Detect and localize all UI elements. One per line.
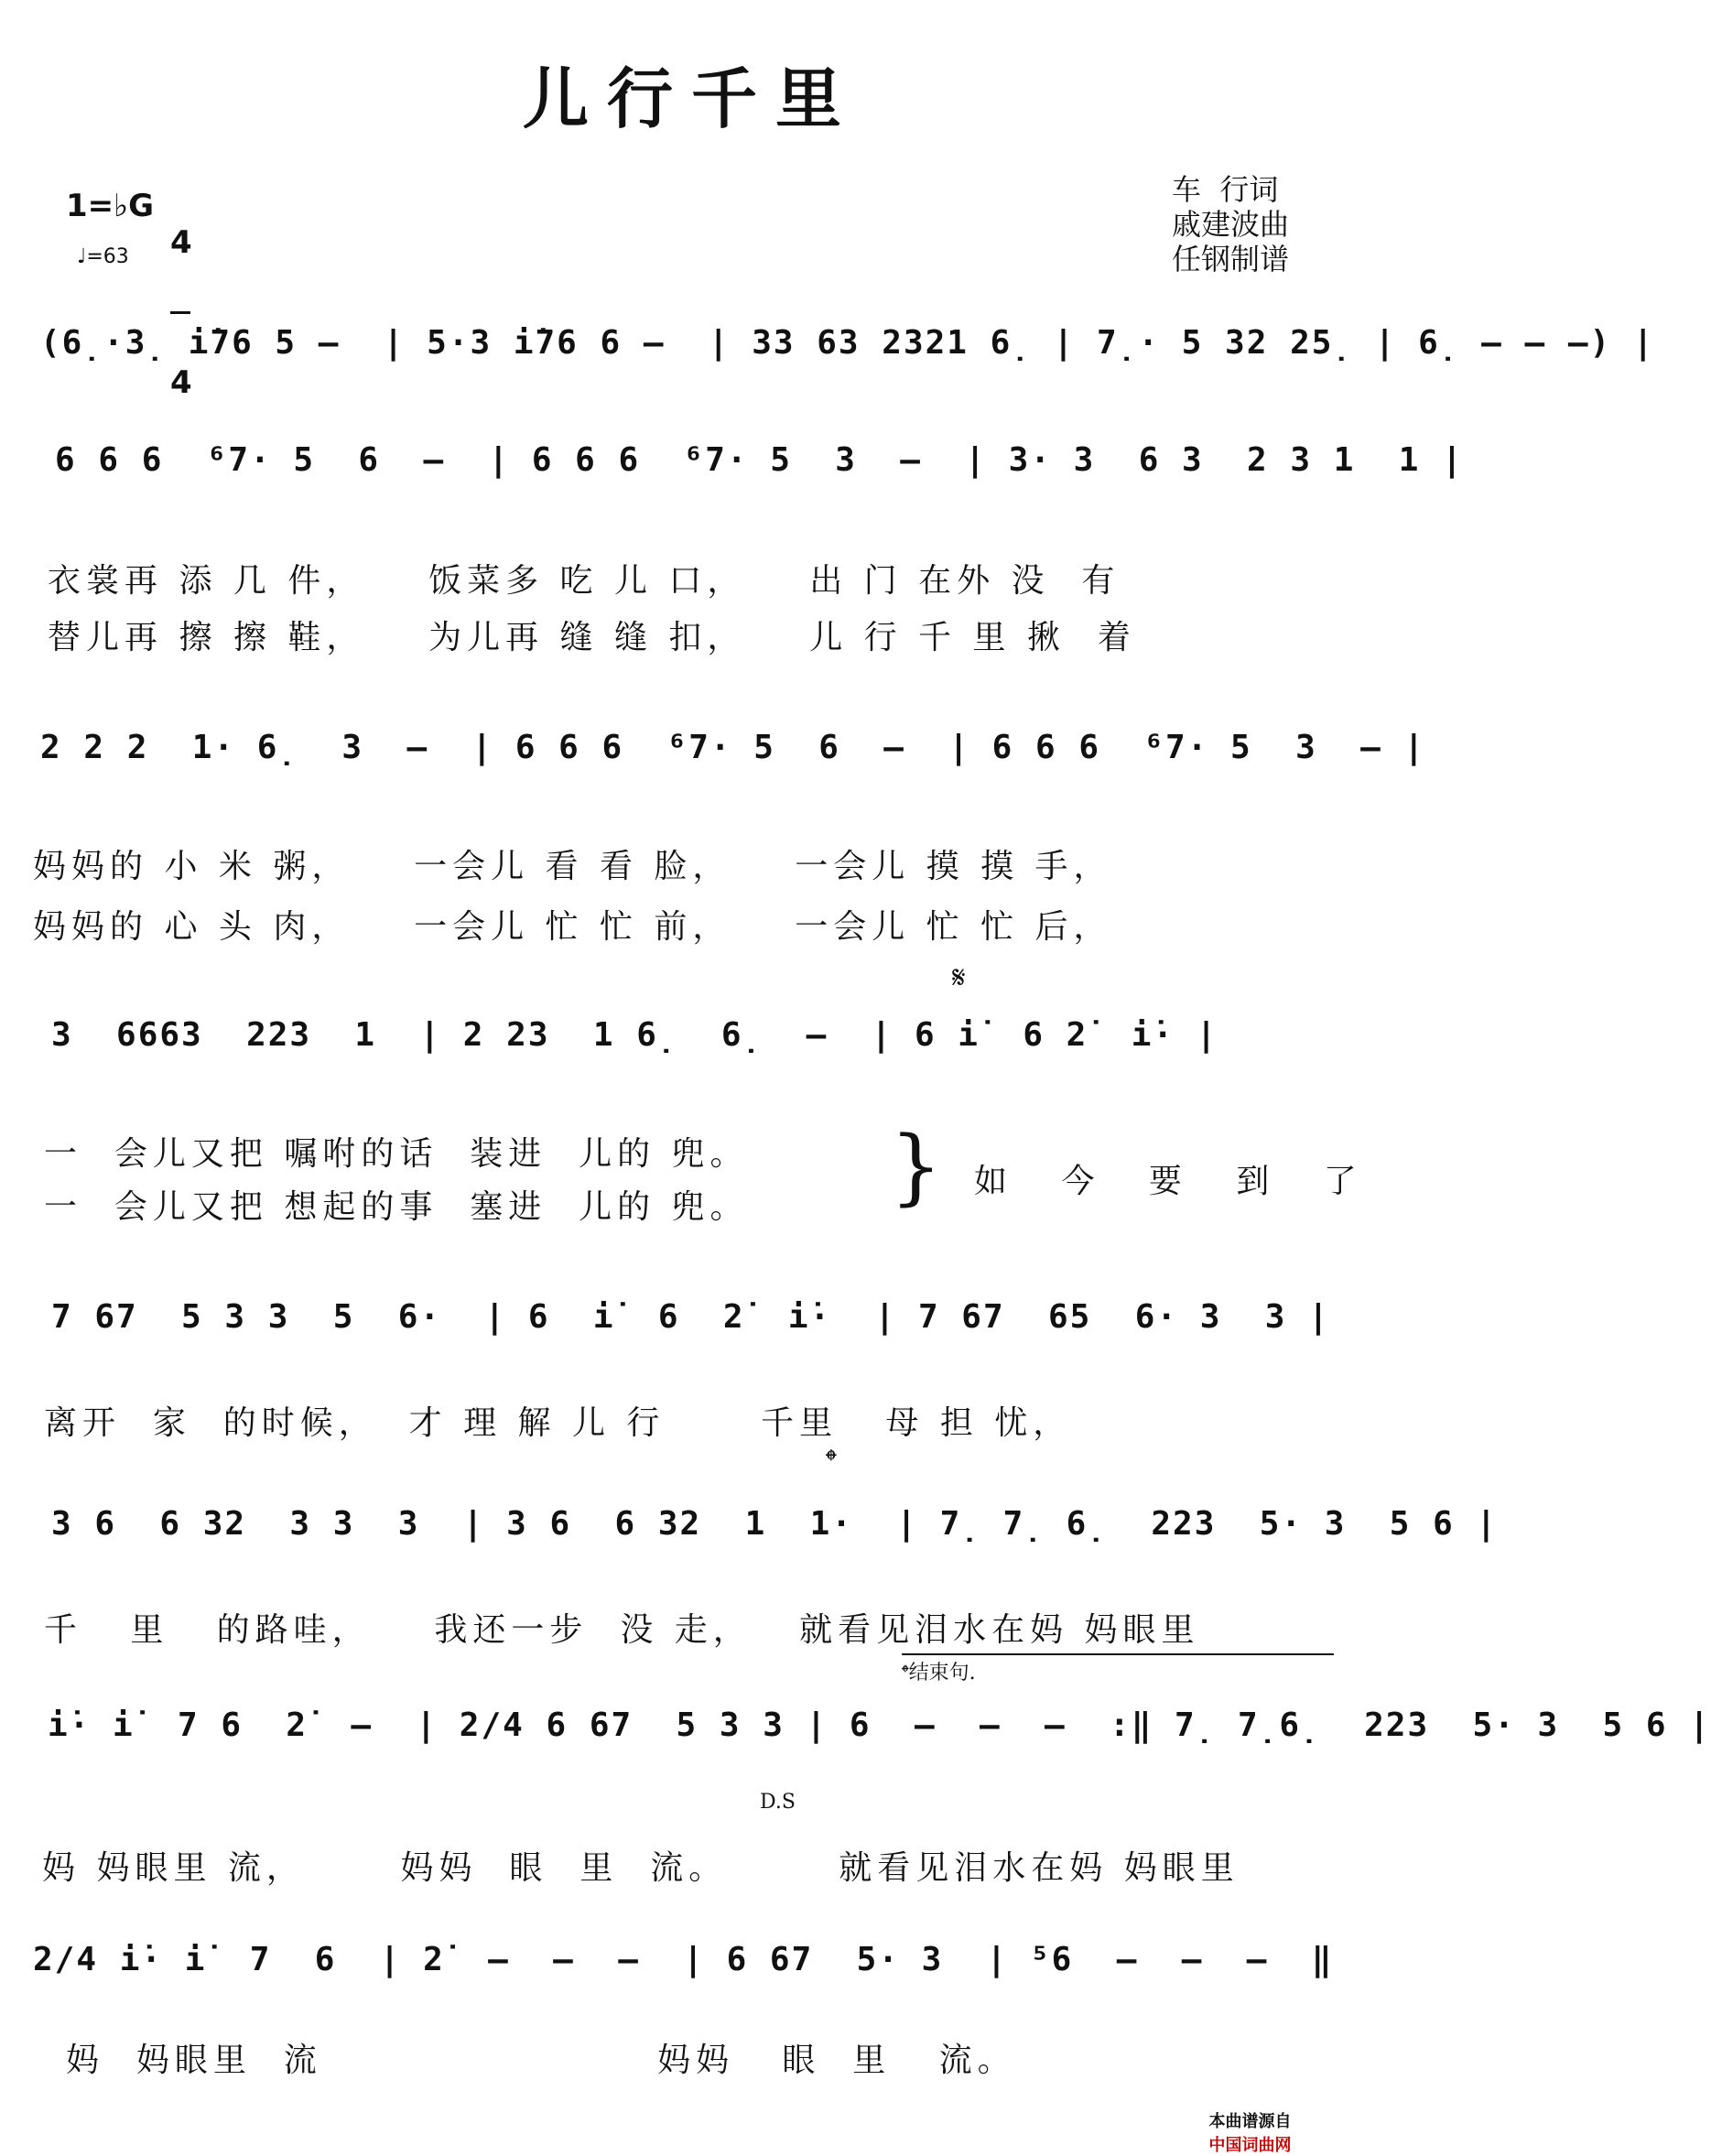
notation-line-5: 7 67 5 3 3 5 6· | 6 i̇ 6 2̇ i̇· | 7 67 65 6· 3 3 |: [51, 1298, 1330, 1336]
time-signature-top: 4: [170, 224, 192, 261]
notation-line-4: 3 6663 223 1 | 2 23 1 6̣ 6̣ – | 6 i̇ 6 2̇ i̇· |: [51, 1016, 1218, 1054]
lyric-line-7: 妈 妈眼里 流， 妈妈 眼 里 流。 就看见泪水在妈 妈眼里: [42, 1849, 1240, 1887]
lyric-brace: }: [890, 1119, 943, 1215]
notation-line-7: i̇· i̇ 7 6 2̇ – | 2/4 6 67 5 3 3 | 6 – – – :‖ 7̣ 7̣6̣ 223 5· 3 5 6 |: [48, 1706, 1711, 1744]
notation-line-6: 3 6 6 32 3 3 3 | 3 6 6 32 1 1· | 7̣ 7̣ 6̣ 223 5· 3 5 6 |: [51, 1505, 1499, 1543]
notation-line-1: (6̣·3̣ i̇76 5 – | 5·3 i̇76 6 – | 33 63 2321 6̣ | 7̣· 5 32 25̣ | 6̣ – – –) |: [40, 324, 1655, 362]
lyric-side: 如 今 要 到 了: [974, 1163, 1379, 1200]
lyric-line-4a: 一 会儿又把 嘱咐的话 装进 儿的 兜。: [44, 1135, 749, 1173]
notation-line-8: 2/4 i̇· i̇ 7 6 | 2̇ – – – | 6 67 5· 3 | ⁵6 – – – ‖: [33, 1941, 1334, 1978]
credit-transcriber: 任钢制谱: [1172, 242, 1290, 276]
lyric-line-2a: 衣裳再 添 几 件， 饭菜多 吃 儿 口， 出 门 在外 没 有: [48, 562, 1121, 600]
credit-composer: 戚建波曲: [1172, 207, 1290, 242]
lyric-line-3a: 妈妈的 小 米 粥， 一会儿 看 看 脸， 一会儿 摸 摸 手，: [33, 848, 1112, 885]
lyric-line-5: 离开 家 的时候， 才 理 解 儿 行 千里 母 担 忧，: [44, 1404, 1072, 1442]
footer-source: [1197, 2089, 1292, 2156]
segno-sign: 𝄋: [952, 959, 966, 996]
time-signature: [170, 174, 192, 424]
coda-sign: 𝄌: [826, 1443, 837, 1479]
time-signature-line: [170, 311, 190, 314]
footer-source-label: 本曲谱源自: [1208, 2112, 1292, 2131]
lyric-line-4b: 一 会儿又把 想起的事 塞进 儿的 兜。: [44, 1188, 749, 1226]
ds-marking: D.S: [760, 1791, 796, 1814]
lyric-line-6: 千 里 的路哇， 我还一步 没 走， 就看见泪水在妈 妈眼里: [44, 1611, 1200, 1649]
lyric-line-2b: 替儿再 擦 擦 鞋， 为儿再 缝 缝 扣， 儿 行 千 里 揪 着: [48, 619, 1136, 656]
credit-lyricist: 车 行词: [1172, 172, 1279, 207]
lyric-line-3b: 妈妈的 心 头 肉， 一会儿 忙 忙 前， 一会儿 忙 忙 后，: [33, 908, 1112, 946]
footer-site-link[interactable]: 中国词曲网: [1208, 2136, 1292, 2155]
tempo-marking: ♩=63: [77, 245, 129, 268]
key-signature: 1=♭G: [66, 188, 155, 224]
ending-bracket-line: [902, 1653, 1334, 1655]
song-title: 儿行千里: [522, 60, 860, 137]
notation-line-2: 6 6 6 ⁶7· 5 6 – | 6 6 6 ⁶7· 5 3 – | 3· 3 6 3 2 3 1 1 |: [55, 441, 1464, 479]
lyric-line-8: 妈 妈眼里 流 妈妈 眼 里 流。: [66, 2042, 1016, 2079]
notation-line-3: 2 2 2 1· 6̣ 3 – | 6 6 6 ⁶7· 5 6 – | 6 6 6 ⁶7· 5 3 – |: [40, 729, 1426, 766]
time-signature-bottom: 4: [170, 364, 192, 401]
coda-ending-label: 𝄌结束句.: [902, 1662, 976, 1685]
